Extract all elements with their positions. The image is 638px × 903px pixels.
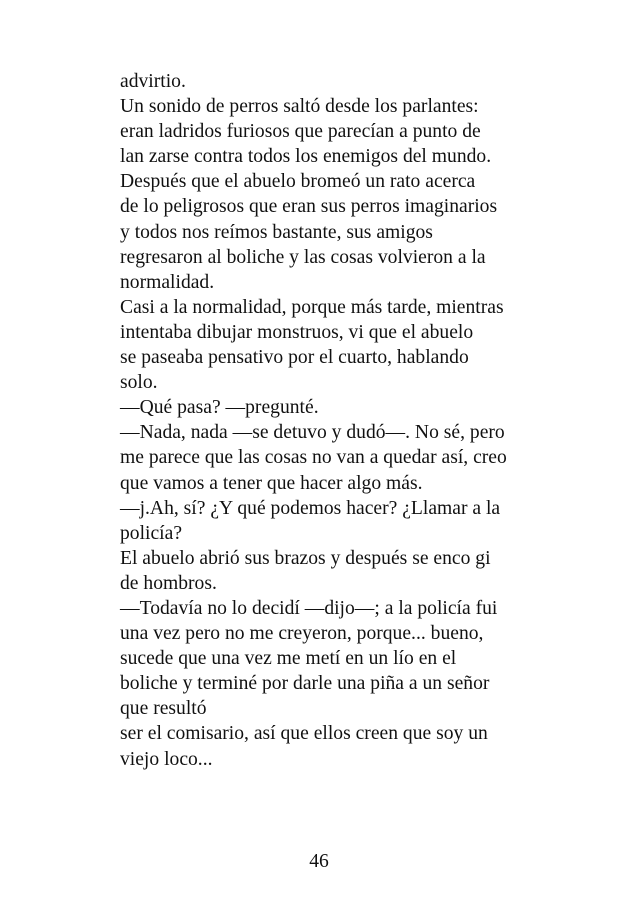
text-line: boliche y terminé por darle una piña a un señor <box>120 673 490 695</box>
text-line: eran ladridos furiosos que parecían a punto de <box>120 121 481 143</box>
text-line: policía? <box>120 522 183 544</box>
text-line: y todos nos reímos bastante, sus amigos <box>120 221 433 243</box>
text-line: solo. <box>120 372 158 394</box>
text-line: de hombros. <box>120 572 217 594</box>
text-line: lan zarse contra todos los enemigos del mundo. <box>120 146 492 168</box>
text-line: regresaron al boliche y las cosas volvieron a la <box>120 246 486 268</box>
text-line: —Todavía no lo decidí —dijo—; a la policía fui <box>120 597 498 619</box>
text-line: ser el comisario, así que ellos creen que soy un <box>120 723 488 745</box>
text-line: Después que el abuelo bromeó un rato acerca <box>120 171 476 193</box>
text-line: Un sonido de perros saltó desde los parlantes: <box>120 96 479 118</box>
page-number: 46 <box>309 851 329 872</box>
text-line: El abuelo abrió sus brazos y después se enco gi <box>120 547 491 569</box>
text-line: normalidad. <box>120 271 215 293</box>
text-line: Casi a la normalidad, porque más tarde, mientras <box>120 296 504 318</box>
text-line: que vamos a tener que hacer algo más. <box>120 472 423 494</box>
text-line: me parece que las cosas no van a quedar así, creo <box>120 447 507 469</box>
text-line: —Nada, nada —se detuvo y dudó—. No sé, pero <box>120 422 505 444</box>
text-line: intentaba dibujar monstruos, vi que el abuelo <box>120 321 474 343</box>
text-line: se paseaba pensativo por el cuarto, hablando <box>120 347 469 369</box>
body-text <box>120 69 560 772</box>
text-line: —j.Ah, sí? ¿Y qué podemos hacer? ¿Llamar a la <box>120 497 501 519</box>
text-line: —Qué pasa? —pregunté. <box>120 397 319 419</box>
text-line: sucede que una vez me metí en un lío en el <box>120 648 457 670</box>
text-line: de lo peligrosos que eran sus perros imaginarios <box>120 196 498 218</box>
text-line: advirtio. <box>120 71 186 92</box>
text-line: viejo loco... <box>120 748 213 770</box>
text-line: que resultó <box>120 698 207 720</box>
text-line: una vez pero no me creyeron, porque... bueno, <box>120 623 484 645</box>
